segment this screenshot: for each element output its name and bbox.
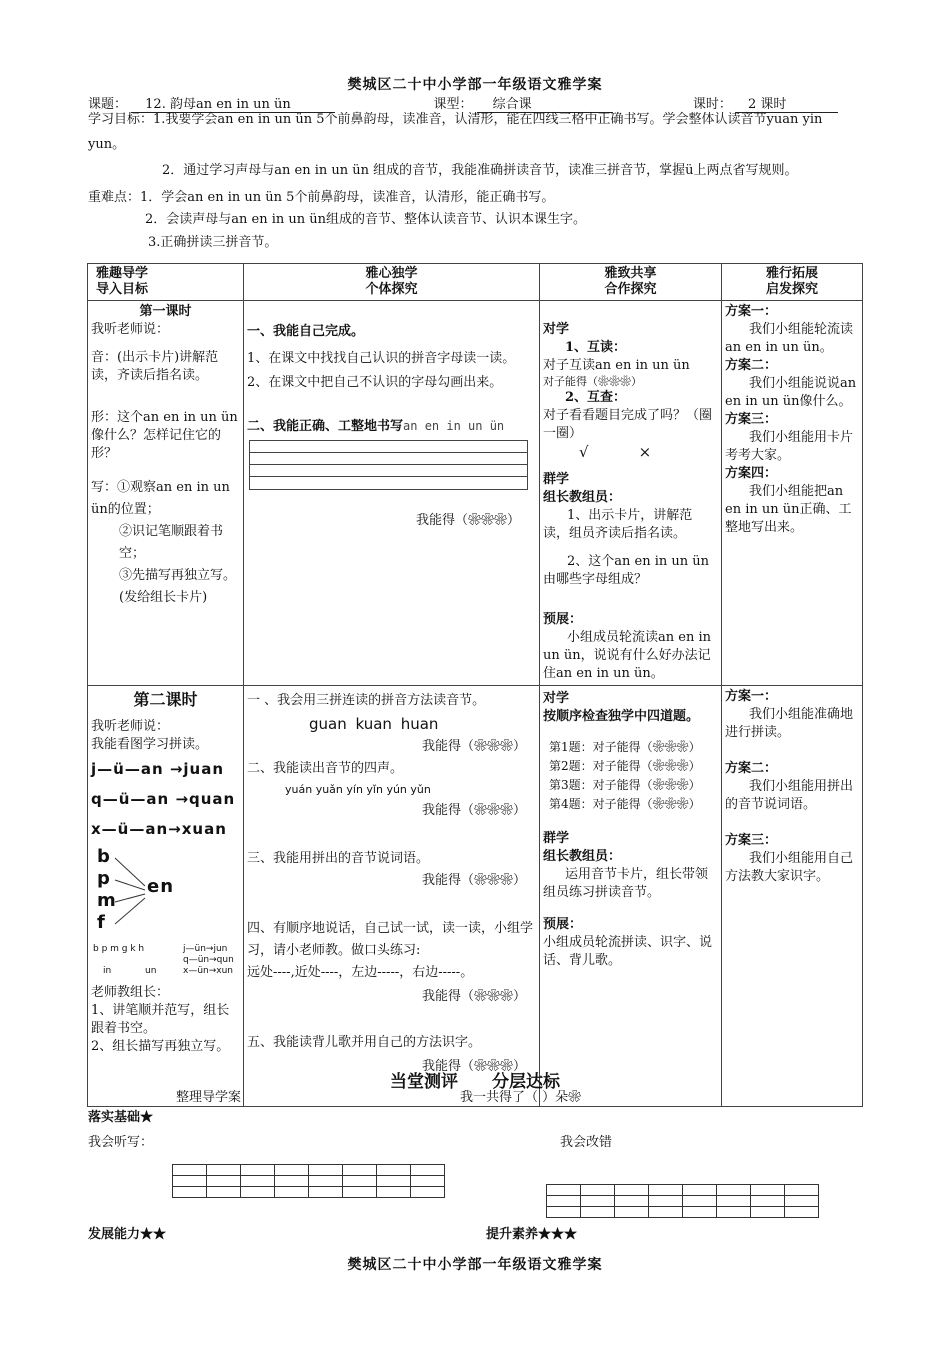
lesson1-cooperate xyxy=(540,301,722,686)
key-point-2: 2．会读声母与an en in un ün组成的音节、整体认读音节、认识本课生字。 xyxy=(145,212,587,227)
preview-label: 预展： xyxy=(543,612,583,627)
lesson2-guide xyxy=(88,686,244,1107)
goal-2: 2．通过学习声母与an en in un ün 组成的音节，我能准确拼读音节，读准三拼音节，掌握ü上两点省写规则。 xyxy=(162,163,798,178)
type-label: 课型： xyxy=(433,97,473,112)
pair-study-label-2: 对学 xyxy=(543,691,570,706)
initial-f: f xyxy=(97,912,106,933)
plan-1-label: 方案一： xyxy=(725,304,778,319)
spell-example-1: j—ü—an →juan xyxy=(91,760,225,778)
lesson-meta xyxy=(88,93,868,113)
pair-study-label: 对学 xyxy=(543,322,570,337)
small-diagram xyxy=(91,944,240,984)
header-col-1: 雅趣导学 导入目标 xyxy=(88,264,244,301)
sound-text: 音：(出示卡片)讲解范读，齐读后指名读。 xyxy=(91,350,219,383)
write-step-1: 写：①观察an en in un ün的位置； xyxy=(91,480,230,517)
spell-example-3: x—ü—an→xuan xyxy=(91,820,227,838)
initial-b: b xyxy=(97,846,111,867)
initial-m: m xyxy=(97,890,117,911)
pair-score: 对子能得（❀❀❀） xyxy=(543,375,642,388)
table-row-lesson-1 xyxy=(88,301,863,686)
small-jun: j—ün→jun xyxy=(183,944,228,954)
plan-2-2-text: 我们小组能用拼出的音节说词语。 xyxy=(725,779,854,812)
hours-value: 2 课时 xyxy=(736,93,838,113)
self-study-heading-2: 二、我能正确、工整地书写 xyxy=(247,419,404,434)
lesson2-cooperate xyxy=(540,686,722,1107)
header-col-4: 雅行拓展 启发探究 xyxy=(722,264,863,301)
plan-3-label: 方案三： xyxy=(725,412,778,427)
task-2-score: 我能得（❀❀❀） xyxy=(421,803,526,818)
correction-grid[interactable] xyxy=(546,1184,819,1218)
plan-3-text: 我们小组能用卡片考考大家。 xyxy=(725,430,854,463)
leader-label-2: 组长教组员： xyxy=(543,849,622,864)
ability-level-label: 发展能力★★ xyxy=(88,1227,167,1242)
organize-text: 整理导学案 xyxy=(176,1090,242,1105)
task-1-syllables: guan kuan huan xyxy=(309,715,439,733)
plan-2-label: 方案二： xyxy=(725,358,778,373)
listen-text-2: 我听老师说： xyxy=(91,719,170,734)
task-5-score: 我能得（❀❀❀） xyxy=(421,1059,526,1074)
task-5: 五、我能读背儿歌并用自己的方法识字。 xyxy=(247,1035,482,1050)
listen-text: 我听老师说： xyxy=(91,322,170,337)
group-step-1: 1、出示卡片，讲解范读，组员齐读后指名读。 xyxy=(543,508,693,541)
table-row-lesson-2 xyxy=(88,686,863,1107)
initial-p: p xyxy=(97,868,111,889)
score-text: 我能得（❀❀❀） xyxy=(415,513,520,528)
leader-label: 组长教组员： xyxy=(543,490,622,505)
mutual-check-text: 对子看看题目完成了吗？（圈一圈） xyxy=(543,408,713,441)
self-study-heading-1: 一、我能自己完成。 xyxy=(247,324,365,339)
group-step-2-1: 运用音节卡片，组长带领组员练习拼读音节。 xyxy=(543,867,709,900)
write-step-2: ②识记笔顺跟着书空； xyxy=(119,524,224,561)
lesson2-title: 第二课时 xyxy=(133,690,198,709)
preview-text-2: 小组成员轮流拼读、识字、说话、背儿歌。 xyxy=(543,935,713,968)
group-study-label-2: 群学 xyxy=(543,831,570,846)
teach-step-2: 2、组长描写再独立写。 xyxy=(91,1039,230,1054)
lesson1-title: 第一课时 xyxy=(139,304,192,319)
type-value: 综合课 xyxy=(477,93,613,113)
lesson1-self-study xyxy=(244,301,540,686)
look-text: 我能看图学习拼读。 xyxy=(91,737,209,752)
small-xun: x—ün→xun xyxy=(183,966,234,976)
goal-1-cont: yun。 xyxy=(88,137,126,152)
header-col-3: 雅致共享 合作探究 xyxy=(540,264,722,301)
task-2: 二、我能读出音节的四声。 xyxy=(247,761,404,776)
lesson-table xyxy=(87,263,863,1107)
question-3-score: 第3题：对子能得（❀❀❀） xyxy=(549,778,701,792)
lesson2-extend xyxy=(722,686,863,1107)
task-1: 一 、我会用三拼连读的拼音方法读音节。 xyxy=(247,693,486,708)
task-2-syllables: yuán yuǎn yín yǐn yún yǔn xyxy=(285,783,431,796)
small-un: un xyxy=(145,966,157,976)
final-en: en xyxy=(147,876,175,897)
plan-2-1-label: 方案一： xyxy=(725,689,778,704)
key-point-3: 3.正确拼读三拼音节。 xyxy=(148,235,278,250)
task-4: 四、有顺序地说话，自己试一试，读一读，小组学习，请小老师教。做口头练习: xyxy=(247,921,534,958)
plan-4-label: 方案四： xyxy=(725,466,778,481)
preview-label-2: 预展： xyxy=(543,917,583,932)
assessment-title: 当堂测评 分层达标 xyxy=(390,1072,560,1092)
goal-1: 学习目标：1.我要学会an en in un ün 5个前鼻韵母，读准音，认清形，能在四线三格中正确书写。学会整体认读音节yuan yin xyxy=(88,112,823,127)
basic-level-label: 落实基础★ xyxy=(88,1110,154,1125)
plan-2-1-text: 我们小组能准确地进行拼读。 xyxy=(725,707,854,740)
task-3: 三、我能用拼出的音节说词语。 xyxy=(247,851,430,866)
teach-step-1: 1、讲笔顺并范写，组长跟着书空。 xyxy=(91,1003,230,1036)
dictation-grid[interactable] xyxy=(172,1164,445,1198)
hours-label: 课时： xyxy=(692,97,732,112)
header-col-2: 雅心独学 个体探究 xyxy=(244,264,540,301)
lesson1-guide xyxy=(88,301,244,686)
mutual-read-label: 1、互读： xyxy=(565,340,627,355)
check-icon: √ xyxy=(579,443,589,461)
plan-2-3-text: 我们小组能用自己方法教大家识字。 xyxy=(725,851,854,884)
shape-text: 形：这个an en in un ün像什么？怎样记住它的形？ xyxy=(91,410,238,461)
small-qun: q—ün→qun xyxy=(183,955,234,965)
lesson1-extend xyxy=(722,301,863,686)
mutual-check-label: 2、互查： xyxy=(565,390,627,405)
question-2-score: 第2题：对子能得（❀❀❀） xyxy=(549,759,701,773)
topic-value: 12. 韵母an en in un ün xyxy=(131,93,335,113)
task-1-score: 我能得（❀❀❀） xyxy=(421,739,526,754)
question-1-score: 第1题：对子能得（❀❀❀） xyxy=(549,740,701,754)
pair-check-text: 按顺序检查独学中四道题。 xyxy=(543,709,700,724)
lesson2-self-study xyxy=(244,686,540,1107)
quality-level-label: 提升素养★★★ xyxy=(486,1227,578,1242)
self-study-item-2: 2、在课文中把自己不认识的字母勾画出来。 xyxy=(247,375,503,390)
small-in: in xyxy=(103,966,112,976)
question-4-score: 第4题：对子能得（❀❀❀） xyxy=(549,797,701,811)
plan-4-text: 我们小组能把an en in un ün正确、工整地写出来。 xyxy=(725,484,852,535)
total-flowers-text: 我一共得了（ ）朵❀ xyxy=(460,1090,582,1105)
task-3-score: 我能得（❀❀❀） xyxy=(421,873,526,888)
footer-title: 樊城区二十中小学部一年级语文雅学案 xyxy=(347,1257,603,1273)
group-step-2: 2、这个an en in un ün由哪些字母组成？ xyxy=(543,554,710,587)
write-step-3: ③先描写再独立写。(发给组长卡片) xyxy=(119,568,237,605)
plan-2-3-label: 方案三： xyxy=(725,833,778,848)
task-4-score: 我能得（❀❀❀） xyxy=(421,989,526,1004)
self-study-item-1: 1、在课文中找找自己认识的拼音字母读一读。 xyxy=(247,351,516,366)
spell-example-2: q—ü—an →quan xyxy=(91,790,236,808)
initials-en-diagram xyxy=(91,844,240,944)
self-study-letters: an en in un ün xyxy=(403,419,505,433)
table-header-row xyxy=(88,264,863,301)
group-study-label: 群学 xyxy=(543,472,570,487)
dictation-label: 我会听写： xyxy=(88,1135,154,1150)
page-title: 樊城区二十中小学部一年级语文雅学案 xyxy=(347,77,603,93)
plan-2-text: 我们小组能说说an en in un ün像什么。 xyxy=(725,376,857,409)
task-4-sentence: 远处----,近处----，左边-----，右边-----。 xyxy=(247,965,474,980)
teach-label: 老师教组长： xyxy=(91,985,170,1000)
mutual-read-text: 对子互读an en in un ün xyxy=(543,358,690,373)
topic-label: 课题： xyxy=(88,97,128,112)
plan-1-text: 我们小组能轮流读an en in un ün。 xyxy=(725,322,854,355)
initials-list xyxy=(97,846,117,934)
writing-lines[interactable] xyxy=(249,440,528,490)
cross-icon: × xyxy=(638,443,652,461)
small-initials: b p m g k h xyxy=(93,944,145,954)
correction-label: 我会改错 xyxy=(560,1135,613,1150)
plan-2-2-label: 方案二： xyxy=(725,761,778,776)
preview-text: 小组成员轮流读an en in un ün，说说有什么好办法记住an en in un ün。 xyxy=(543,630,711,681)
key-point-1: 重难点：1．学会an en in un ün 5个前鼻韵母，读准音，认清形，能正确书写。 xyxy=(88,190,555,205)
